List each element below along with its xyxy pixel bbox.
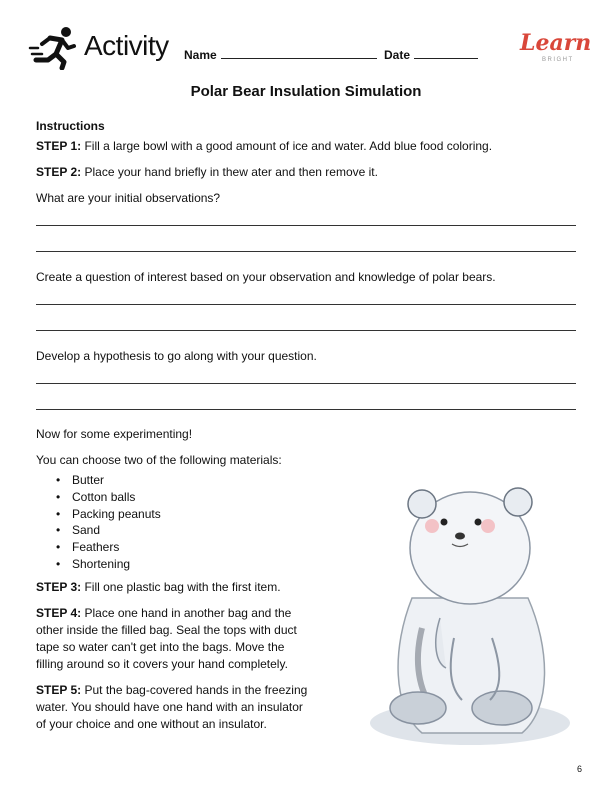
- step-1: [36, 138, 576, 155]
- list-item: • Butter: [56, 472, 576, 489]
- page-title: Polar Bear Insulation Simulation: [190, 83, 422, 100]
- name-line[interactable]: [221, 47, 377, 59]
- name-field[interactable]: [184, 47, 377, 62]
- date-label: Date: [384, 48, 411, 62]
- list-item: • Cotton balls: [56, 489, 576, 506]
- question-of-interest: Create a question of interest based on your observation and knowledge of polar bears.: [36, 270, 496, 284]
- answer-line[interactable]: [36, 251, 576, 252]
- logo-subtext: BRIGHT: [542, 57, 574, 63]
- question-observations: What are your initial observations?: [36, 191, 221, 205]
- step-1-text: Fill a large bowl with a good amount of ice and water. Add blue food coloring.: [81, 139, 493, 153]
- step-5: [36, 682, 311, 733]
- step-5-text: Put the bag-covered hands in the freezing water. You should have one hand with an insulator of your choice and one without an insulator.: [36, 682, 308, 731]
- step-4: [36, 605, 311, 673]
- list-item: • Sand: [56, 522, 576, 539]
- instructions-heading: Instructions: [36, 119, 105, 133]
- step-3-text: Fill one plastic bag with the first item.: [81, 579, 281, 594]
- experiment-intro: Now for some experimenting!: [36, 427, 193, 441]
- question-hypothesis: Develop a hypothesis to go along with your question.: [36, 349, 317, 363]
- step-4-label: STEP 4:: [36, 605, 82, 620]
- polar-bear-illustration: [352, 478, 588, 752]
- logo-text: Learn: [520, 30, 592, 56]
- date-field[interactable]: [384, 47, 478, 62]
- name-label: Name: [184, 48, 217, 62]
- list-item: • Packing peanuts: [56, 506, 576, 523]
- materials-intro: You can choose two of the following materials:: [36, 453, 282, 467]
- list-item: • Shortening: [56, 556, 576, 573]
- step-2: [36, 164, 576, 181]
- activity-label: Activity: [84, 30, 169, 61]
- step-1-label: STEP 1:: [36, 139, 82, 153]
- answer-line[interactable]: [36, 383, 576, 384]
- answer-line[interactable]: [36, 225, 576, 226]
- running-person-icon: [28, 26, 78, 70]
- list-item: • Feathers: [56, 539, 576, 556]
- answer-line[interactable]: [36, 330, 576, 331]
- learn-bright-logo: [520, 30, 590, 70]
- step-2-label: STEP 2:: [36, 165, 82, 179]
- step-2-text: Place your hand briefly in thew ater and then remove it.: [81, 165, 378, 179]
- page-header: [0, 0, 612, 80]
- date-line[interactable]: [414, 47, 478, 59]
- step-4-text: Place one hand in another bag and the other inside the filled bag. Seal the tops with duct tape so water can't get into the bags. Move the filling around so it covers your hand completely.: [36, 605, 297, 671]
- step-5-label: STEP 5:: [36, 682, 82, 697]
- step-3-label: STEP 3:: [36, 579, 82, 594]
- answer-line[interactable]: [36, 409, 576, 410]
- answer-line[interactable]: [36, 304, 576, 305]
- page-number: 6: [577, 764, 583, 774]
